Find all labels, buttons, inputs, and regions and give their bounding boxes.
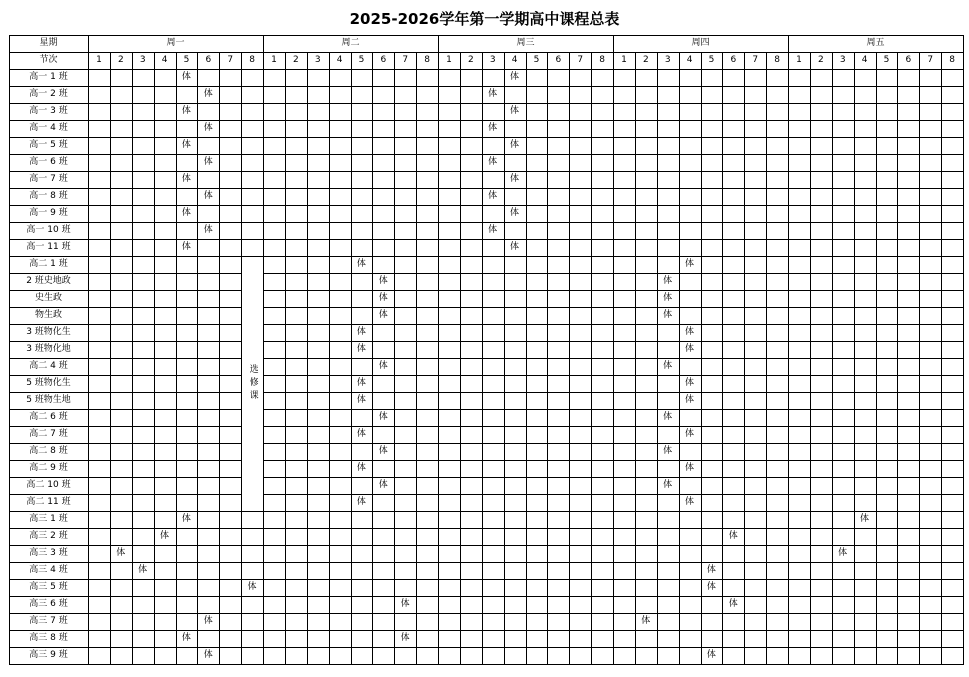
- class-row-label: 高一 11 班: [26, 242, 71, 252]
- class-row-label: 高三 7 班: [29, 616, 68, 626]
- grid-line-h: [9, 171, 963, 172]
- class-row-label: 高二 4 班: [29, 361, 68, 371]
- class-row-label: 高二 1 班: [29, 259, 68, 269]
- pe-class-mark: 体: [488, 89, 498, 99]
- class-row-label: 高一 10 班: [26, 225, 71, 235]
- pe-class-mark: 体: [181, 140, 191, 150]
- pe-class-mark: 体: [378, 310, 388, 320]
- class-row-label: 高二 6 班: [29, 412, 68, 422]
- class-row-label: 高二 8 班: [29, 446, 68, 456]
- class-row-label: 2 班史地政: [26, 276, 71, 286]
- class-row-label: 高一 8 班: [29, 191, 68, 201]
- class-row-label: 高一 7 班: [29, 174, 68, 184]
- pe-class-mark: 体: [706, 565, 716, 575]
- pe-class-mark: 体: [116, 548, 126, 558]
- period-number: 4: [511, 55, 518, 65]
- period-number: 1: [96, 55, 102, 65]
- period-number: 4: [336, 55, 343, 65]
- period-header-label: 节次: [39, 55, 58, 65]
- grid-line-v: [460, 52, 461, 665]
- pe-class-mark: 体: [356, 463, 366, 473]
- class-row-label: 高三 4 班: [29, 565, 68, 575]
- period-number: 7: [927, 55, 934, 65]
- period-number: 6: [905, 55, 912, 65]
- pe-class-mark: 体: [356, 429, 366, 439]
- period-number: 1: [271, 55, 277, 65]
- pe-class-mark: 体: [706, 650, 716, 660]
- pe-class-mark: 体: [685, 497, 695, 507]
- period-number: 5: [708, 55, 715, 65]
- grid-line-v: [438, 35, 439, 665]
- class-row-label: 高三 5 班: [29, 582, 68, 592]
- pe-class-mark: 体: [685, 463, 695, 473]
- period-number: 5: [883, 55, 890, 65]
- grid-line-v: [110, 52, 111, 665]
- grid-line-h: [9, 613, 963, 614]
- pe-class-mark: 体: [685, 327, 695, 337]
- class-row-label: 3 班物化地: [26, 344, 71, 354]
- pe-class-mark: 体: [378, 446, 388, 456]
- class-row-label: 高二 10 班: [26, 480, 71, 490]
- period-number: 6: [555, 55, 562, 65]
- grid-line-v: [832, 52, 833, 665]
- class-row-label: 高三 3 班: [29, 548, 68, 558]
- period-number: 5: [358, 55, 365, 65]
- period-number: 2: [292, 55, 299, 65]
- day-header: 周二: [341, 38, 360, 48]
- grid-line-h: [9, 137, 963, 138]
- grid-line-h: [9, 630, 963, 631]
- grid-line-v: [679, 52, 680, 665]
- period-number: 3: [489, 55, 496, 65]
- period-number: 1: [446, 55, 452, 65]
- pe-class-mark: 体: [356, 327, 366, 337]
- grid-line-h: [9, 596, 963, 597]
- class-row-label: 高一 6 班: [29, 157, 68, 167]
- period-number: 8: [249, 55, 255, 65]
- grid-line-v: [547, 52, 548, 665]
- pe-class-mark: 体: [378, 480, 388, 490]
- pe-class-mark: 体: [247, 582, 257, 592]
- grid-line-v: [482, 52, 483, 665]
- period-number: 4: [161, 55, 168, 65]
- grid-line-h: [9, 579, 963, 580]
- class-row-label: 高三 2 班: [29, 531, 68, 541]
- class-row-label: 高一 3 班: [29, 106, 68, 116]
- grid-line-v: [526, 52, 527, 665]
- pe-class-mark: 体: [181, 242, 191, 252]
- pe-class-mark: 体: [181, 72, 191, 82]
- pe-class-mark: 体: [400, 633, 410, 643]
- period-number: 7: [227, 55, 234, 65]
- pe-class-mark: 体: [203, 89, 213, 99]
- grid-line-v: [635, 52, 636, 665]
- grid-line-v: [744, 52, 745, 665]
- pe-class-mark: 体: [663, 412, 673, 422]
- pe-class-mark: 体: [663, 293, 673, 303]
- pe-class-mark: 体: [510, 72, 520, 82]
- pe-class-mark: 体: [203, 123, 213, 133]
- period-number: 7: [577, 55, 584, 65]
- grid-line-h: [9, 664, 963, 665]
- class-row-label: 3 班物化生: [26, 327, 71, 337]
- pe-class-mark: 体: [510, 140, 520, 150]
- period-number: 8: [599, 55, 605, 65]
- grid-line-v: [285, 52, 286, 665]
- class-row-label: 高三 8 班: [29, 633, 68, 643]
- class-row-label: 高一 2 班: [29, 89, 68, 99]
- pe-class-mark: 体: [663, 276, 673, 286]
- period-number: 8: [424, 55, 430, 65]
- pe-class-mark: 体: [728, 599, 738, 609]
- class-row-label: 高三 6 班: [29, 599, 68, 609]
- period-number: 7: [752, 55, 759, 65]
- pe-class-mark: 体: [378, 361, 388, 371]
- period-number: 4: [686, 55, 693, 65]
- pe-class-mark: 体: [356, 395, 366, 405]
- pe-class-mark: 体: [203, 157, 213, 167]
- pe-class-mark: 体: [510, 242, 520, 252]
- pe-class-mark: 体: [356, 344, 366, 354]
- class-row-label: 5 班物化生: [26, 378, 71, 388]
- pe-class-mark: 体: [378, 276, 388, 286]
- weekday-header-label: 星期: [39, 38, 58, 48]
- pe-class-mark: 体: [838, 548, 848, 558]
- pe-class-mark: 体: [488, 225, 498, 235]
- grid-line-v: [941, 52, 942, 665]
- period-number: 6: [205, 55, 212, 65]
- pe-class-mark: 体: [728, 531, 738, 541]
- period-number: 2: [467, 55, 474, 65]
- period-number: 3: [664, 55, 671, 65]
- period-number: 3: [139, 55, 146, 65]
- grid-line-h: [9, 103, 963, 104]
- pe-class-mark: 体: [860, 514, 870, 524]
- class-row-label: 高三 1 班: [29, 514, 68, 524]
- class-row-label: 高二 9 班: [29, 463, 68, 473]
- period-number: 4: [861, 55, 868, 65]
- class-row-label: 高三 9 班: [29, 650, 68, 660]
- grid-line-v: [219, 52, 220, 665]
- grid-line-v: [897, 52, 898, 665]
- class-row-label: 高一 4 班: [29, 123, 68, 133]
- pe-class-mark: 体: [356, 378, 366, 388]
- pe-class-mark: 体: [203, 650, 213, 660]
- grid-line-v: [591, 52, 592, 665]
- period-number: 6: [730, 55, 737, 65]
- grid-line-v: [788, 35, 789, 665]
- period-number: 6: [380, 55, 387, 65]
- grid-line-h: [9, 205, 963, 206]
- pe-class-mark: 体: [356, 259, 366, 269]
- pe-class-mark: 体: [160, 531, 170, 541]
- pe-class-mark: 体: [663, 480, 673, 490]
- pe-class-mark: 体: [203, 225, 213, 235]
- day-header: 周四: [691, 38, 710, 48]
- day-header: 周三: [516, 38, 535, 48]
- pe-class-mark: 体: [685, 378, 695, 388]
- class-row-label: 史生政: [34, 293, 62, 303]
- pe-class-mark: 体: [641, 616, 651, 626]
- period-number: 8: [774, 55, 780, 65]
- period-number: 5: [183, 55, 190, 65]
- grid-line-v: [154, 52, 155, 665]
- pe-class-mark: 体: [685, 429, 695, 439]
- pe-class-mark: 体: [378, 412, 388, 422]
- pe-class-mark: 体: [181, 208, 191, 218]
- class-row-label: 高一 9 班: [29, 208, 68, 218]
- period-number: 1: [796, 55, 802, 65]
- class-row-label: 物生政: [34, 310, 62, 320]
- day-header: 周一: [166, 38, 185, 48]
- period-number: 8: [949, 55, 955, 65]
- grid-line-v: [810, 52, 811, 665]
- grid-line-v: [854, 52, 855, 665]
- period-number: 5: [533, 55, 540, 65]
- period-number: 7: [402, 55, 409, 65]
- class-row-label: 高二 11 班: [26, 497, 71, 507]
- grid-line-v: [351, 52, 352, 665]
- class-row-label: 5 班物生地: [26, 395, 71, 405]
- period-number: 2: [817, 55, 824, 65]
- grid-line-v: [263, 35, 264, 665]
- pe-class-mark: 体: [138, 565, 148, 575]
- grid-line-v: [613, 35, 614, 665]
- pe-class-mark: 体: [510, 106, 520, 116]
- pe-class-mark: 体: [663, 361, 673, 371]
- pe-class-mark: 体: [685, 259, 695, 269]
- pe-class-mark: 体: [181, 514, 191, 524]
- grid-line-v: [766, 52, 767, 665]
- pe-class-mark: 体: [685, 395, 695, 405]
- pe-class-mark: 体: [510, 208, 520, 218]
- pe-class-mark: 体: [488, 191, 498, 201]
- period-number: 2: [642, 55, 649, 65]
- grid-line-v: [919, 52, 920, 665]
- grid-line-v: [416, 52, 417, 665]
- period-number: 3: [314, 55, 321, 65]
- pe-class-mark: 体: [203, 191, 213, 201]
- grid-line-h: [9, 239, 963, 240]
- class-row-label: 高一 5 班: [29, 140, 68, 150]
- grid-line-h: [9, 528, 963, 529]
- elective-block-label: 选修课: [247, 364, 258, 403]
- period-number: 2: [117, 55, 124, 65]
- pe-class-mark: 体: [663, 310, 673, 320]
- pe-class-mark: 体: [378, 293, 388, 303]
- pe-class-mark: 体: [181, 633, 191, 643]
- grid-line-v: [963, 35, 964, 665]
- class-row-label: 高二 7 班: [29, 429, 68, 439]
- class-row-label: 高一 1 班: [29, 72, 68, 82]
- pe-class-mark: 体: [181, 106, 191, 116]
- grid-line-v: [329, 52, 330, 665]
- pe-class-mark: 体: [685, 344, 695, 354]
- pe-class-mark: 体: [181, 174, 191, 184]
- grid-line-v: [569, 52, 570, 665]
- grid-line-h: [9, 256, 963, 257]
- day-header: 周五: [866, 38, 885, 48]
- grid-line-v: [307, 52, 308, 665]
- pe-class-mark: 体: [488, 123, 498, 133]
- period-number: 1: [621, 55, 627, 65]
- pe-class-mark: 体: [400, 599, 410, 609]
- grid-line-v: [876, 52, 877, 665]
- period-number: 3: [839, 55, 846, 65]
- grid-line-h: [9, 69, 963, 70]
- grid-line-h: [9, 511, 963, 512]
- pe-class-mark: 体: [510, 174, 520, 184]
- pe-class-mark: 体: [203, 616, 213, 626]
- grid-line-h: [9, 647, 963, 648]
- grid-line-v: [88, 35, 89, 665]
- pe-class-mark: 体: [356, 497, 366, 507]
- pe-class-mark: 体: [706, 582, 716, 592]
- pe-class-mark: 体: [663, 446, 673, 456]
- grid-line-h: [9, 545, 963, 546]
- pe-class-mark: 体: [488, 157, 498, 167]
- page-title: 2025-2026学年第一学期高中课程总表: [349, 10, 620, 28]
